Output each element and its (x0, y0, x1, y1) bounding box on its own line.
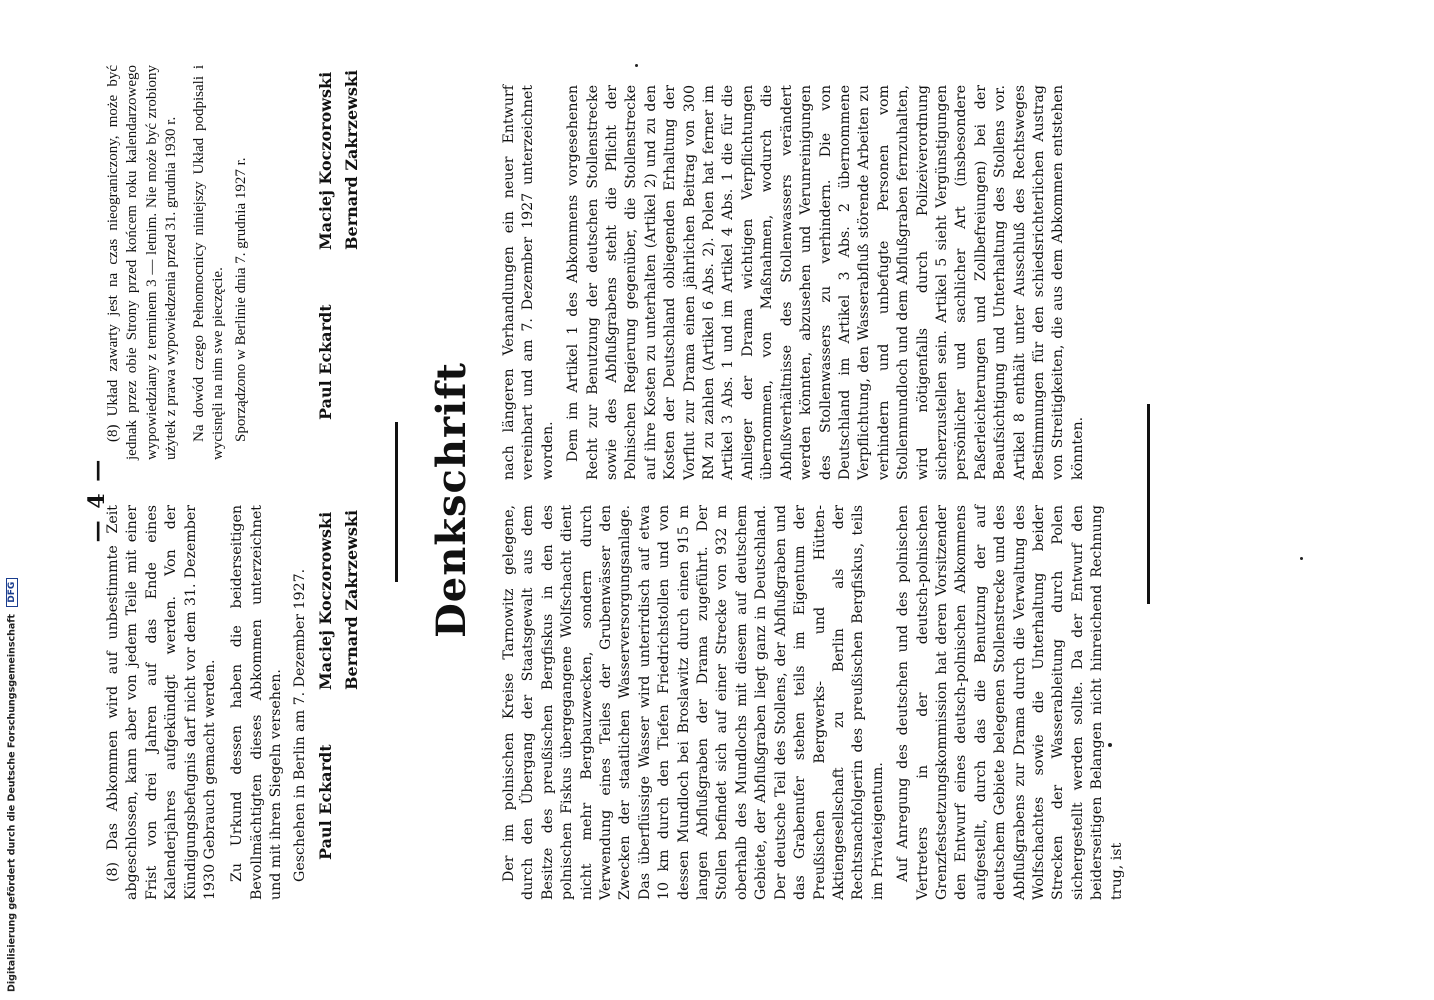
polish-top-column (104, 65, 252, 460)
dfg-logo: DFG (6, 578, 18, 607)
signature-koczorowski-de: Maciej Koczorowski (316, 511, 335, 690)
bottom-left-rule (1147, 404, 1150, 604)
signature-paul-eckardt-de: Paul Eckardt (316, 744, 335, 860)
credit-text: Digitalisierung gefördert durch die Deutsche Forschungsgemeinschaft (6, 614, 18, 992)
polish-in-witness: Na dowód czego Pełnomocnicy niniejszy Układ podpisali i wycisnęli na nim swe pieczęcie. (190, 65, 227, 460)
polish-signatures (316, 65, 376, 460)
denkschrift-left-column (500, 505, 1127, 900)
german-in-witness: Zu Urkund dessen haben die beiderseitigen Bevollmächtigten dieses Abkommen unterzeichnet und mit ihren Siegeln versehen. (229, 505, 285, 900)
digitization-credit (6, 578, 18, 992)
polish-clause-8: (8) Układ zawarty jest na czas nieograniczony, może być jednak przez obie Strony przed końcem roku kalendarzowego wypowiedziany z terminem 3 — letnim. Nie może być zrobiony użytek z prawa wypowiedzenia przed 31. grudnia 1930 r. (105, 65, 180, 460)
denkschrift-para-3: nach längeren Verhandlungen ein neuer Entwurf vereinbart und am 7. Dezember 1927 unterzeichnet worden. (501, 85, 556, 480)
divider-rule (395, 422, 398, 582)
scan-speck (1300, 557, 1303, 560)
page-number: — 4 — (84, 457, 110, 543)
german-clause-8: (8) Das Abkommen wird auf unbestimmte Zeit abgeschlossen, kann aber von jedem Teile mit einer Frist von drei Jahren auf das Ende eines Kalenderjahres aufgekündigt werden. Von der Kündigungsbefugnis darf nicht vor dem 31. Dezember 1930 Gebrauch gemacht werden. (105, 505, 219, 900)
german-done-at: Geschehen in Berlin am 7. Dezember 1927. (291, 568, 308, 882)
polish-done-at: Sporządzono w Berlinie dnia 7. grudnia 1927 r. (233, 157, 250, 442)
german-top-column (104, 505, 310, 900)
document-title: Denkschrift (428, 362, 475, 638)
german-signatures (316, 505, 376, 900)
scan-speck (635, 64, 638, 67)
scan-speck (1108, 743, 1112, 747)
denkschrift-right-column (500, 85, 1088, 480)
signature-koczorowski-pl: Maciej Koczorowski (316, 71, 335, 250)
denkschrift-para-4: Dem im Artikel 1 des Abkommens vorgesehenen Recht zur Benutzung der deutschen Stollenstrecke sowie des Abflußgrabens steht die Pflicht der Polnischen Regierung gegenüber, die Stollenstrecke auf ihre Kosten zu unterhalten (Artikel 2) und zu den Kosten der Deutschland obliegenden Erhaltung der Vorflut zur Drama einen jährlichen Beitrag von 300 RM zu zahlen (Artikel 6 Abs. 2). Polen hat ferner im Artikel 3 Abs. 1 und im Artikel 4 Abs. 1 die für die Anlieger der Drama wichtigen Verpflichtungen übernommen, von Maßnahmen, wodurch die Abflußverhältnisse des Stollenwassers verändert werden könnten, abzusehen und Verunreinigungen des Stollenwassers zu verhindern. Die von Deutschland im Artikel 3 Abs. 2 übernommene Verpflichtung, den Wasserabfluß störende Arbeiten zu verhindern und unbefugte Personen vom Stollenmundloch und dem Abflußgraben fernzuhalten, wird nötigenfalls durch Polizeiverordnung sicherzustellen sein. Artikel 5 sieht Vergünstigungen persönlicher und sachlicher Art (insbesondere Paßerleichterungen und Zollbefreiungen) bei der Beaufsichtigung und Unterhaltung des Stollens vor. Artikel 8 enthält unter Ausschluß des Rechtsweges Bestimmungen für den schiedsrichterlichen Austrag von Streitigkeiten, die aus dem Abkommen entstehen könnten. (565, 85, 1086, 480)
signature-paul-eckardt-pl: Paul Eckardt (316, 304, 335, 420)
denkschrift-para-1: Der im polnischen Kreise Tarnowitz gelegene, durch den Übergang der Staatsgewalt aus dem Besitze des preußischen Bergfiskus in den des polnischen Fiskus übergegangene Wolfschacht dient nicht mehr Bergbauzwecken, sondern durch Verwendung eines Teiles der Grubenwässer den Zwecken der staatlichen Wasserversorgungsanlage. Das überflüssige Wasser wird unterirdisch auf etwa 10 km durch den Tiefen Friedrichstollen und von dessen Mundloch bei Broslawitz durch einen 915 m langen Abflußgraben der Drama zugeführt. Der Stollen befindet sich auf einer Strecke von 932 m oberhalb des Mundlochs mit diesem auf deutschem Gebiete, der Abflußgraben liegt ganz in Deutschland. Der deutsche Teil des Stollens, der Abflußgraben und das Grabenufer stehen teils im Eigentum der Preußischen Bergwerks- und Hütten-Aktiengesellschaft zu Berlin als der Rechtsnachfolgerin des preußischen Bergfiskus, teils im Privateigentum. (501, 505, 886, 900)
denkschrift-para-2: Auf Anregung des deutschen und des polnischen Vertreters in der deutsch-polnischen Grenzfestsetzungskommission hat deren Vorsitzender den Entwurf eines deutsch-polnischen Abkommens aufgestellt, durch das die Benutzung der auf deutschem Gebiete belegenen Stollenstrecke und des Abflußgrabens zur Drama durch die Verwaltung des Wolfschachtes sowie die Unterhaltung beider Strecken der Wasserableitung durch Polen sichergestellt werden sollte. Da der Entwurf den beiderseitigen Belangen nicht hinreichend Rechnung trug, ist (895, 505, 1125, 900)
signature-zakrzewski-de: Bernard Zakrzewski (342, 509, 361, 690)
signature-zakrzewski-pl: Bernard Zakrzewski (342, 69, 361, 250)
